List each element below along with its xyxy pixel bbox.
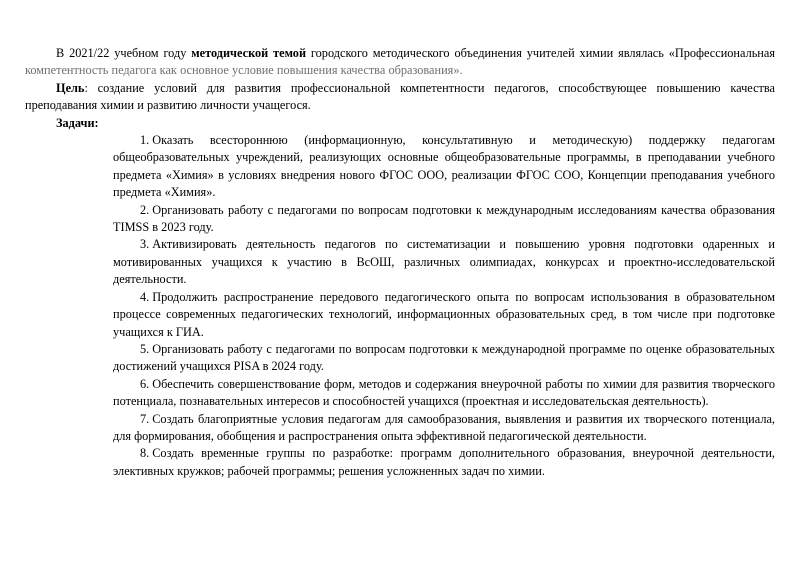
task-text: Организовать работу с педагогами по вопросам подготовки к международным исследованиям качества образования TIMSS в 2023 году.	[113, 202, 775, 235]
task-number: 5.	[140, 341, 150, 356]
task-item	[25, 236, 775, 288]
tasks-list	[25, 132, 775, 480]
task-number: 7.	[140, 411, 150, 426]
task-text: Создать благоприятные условия педагогам для самообразования, выявления и развития их творческого потенциала, для формирования, обобщения и распространения опыта эффективной педагогической деятельности.	[113, 411, 775, 443]
goal-label: Цель	[56, 80, 85, 95]
goal-paragraph	[25, 80, 775, 115]
intro-paragraph	[25, 45, 775, 80]
intro-text-faint-line: компетентность педагога как основное условие повышения качества образования».	[25, 63, 463, 78]
task-text: Обеспечить совершенствование форм, методов и содержания внеурочной работы по химии для развития творческого потенциала, познавательных интересов и способностей учащихся (проектная и исследовательская деятельность).	[113, 376, 775, 409]
task-item	[25, 376, 775, 411]
intro-bold-phrase: методической темой	[191, 46, 307, 60]
task-text: Оказать всестороннюю (информационную, консультативную и методическую) поддержку педагогам общеобразовательных учреждений, реализующих основные общеобразовательные программы, в преподавании учебного предмета «Химия» в условиях внедрения нового ФГОС ООО, реализации ФГОС СОО, Концепции преподавания учебного предмета «Химия».	[113, 133, 775, 200]
task-number: 6.	[140, 376, 150, 391]
task-text: Продолжить распространение передового педагогического опыта по вопросам использования в образовательном процессе современных педагогических технологий, информационных образовательных сред, в том числе при подготовке учащихся к ГИА.	[113, 289, 775, 339]
task-number: 1.	[140, 133, 150, 148]
task-text: Организовать работу с педагогами по вопросам подготовки к международной программе по оценке образовательных достижений учащихся PISA в 2024 году.	[113, 341, 775, 374]
task-item	[25, 202, 775, 237]
task-number: 4.	[140, 289, 150, 304]
task-text: Создать временные группы по разработке: программ дополнительного образования, внеурочной деятельности, элективных кружков; рабочей программы; решения усложненных задач по химии.	[113, 446, 775, 478]
task-item	[25, 411, 775, 446]
task-number: 8.	[140, 446, 150, 461]
goal-text: : создание условий для развития профессиональной компетентности педагогов, способствующее повышению качества преподавания химии и развитию личности учащегося.	[25, 80, 775, 113]
task-item	[25, 341, 775, 376]
tasks-heading: Задачи:	[56, 115, 99, 130]
intro-text-after-bold: городского методического объединения учителей химии являлась «Профессиональная	[306, 46, 776, 60]
task-item	[25, 132, 775, 202]
task-number: 2.	[140, 202, 150, 217]
task-text: Активизировать деятельность педагогов по систематизации и повышению уровня подготовки одаренных и мотивированных учащихся к участию в ВсОШ, различных олимпиадах, конкурсах и проектно-исследовательской деятельности.	[113, 237, 775, 287]
task-item	[25, 289, 775, 341]
intro-text-before-bold: В 2021/22 учебном году	[56, 46, 192, 60]
document-body	[25, 45, 775, 480]
task-item	[25, 445, 775, 480]
task-number: 3.	[140, 237, 150, 252]
